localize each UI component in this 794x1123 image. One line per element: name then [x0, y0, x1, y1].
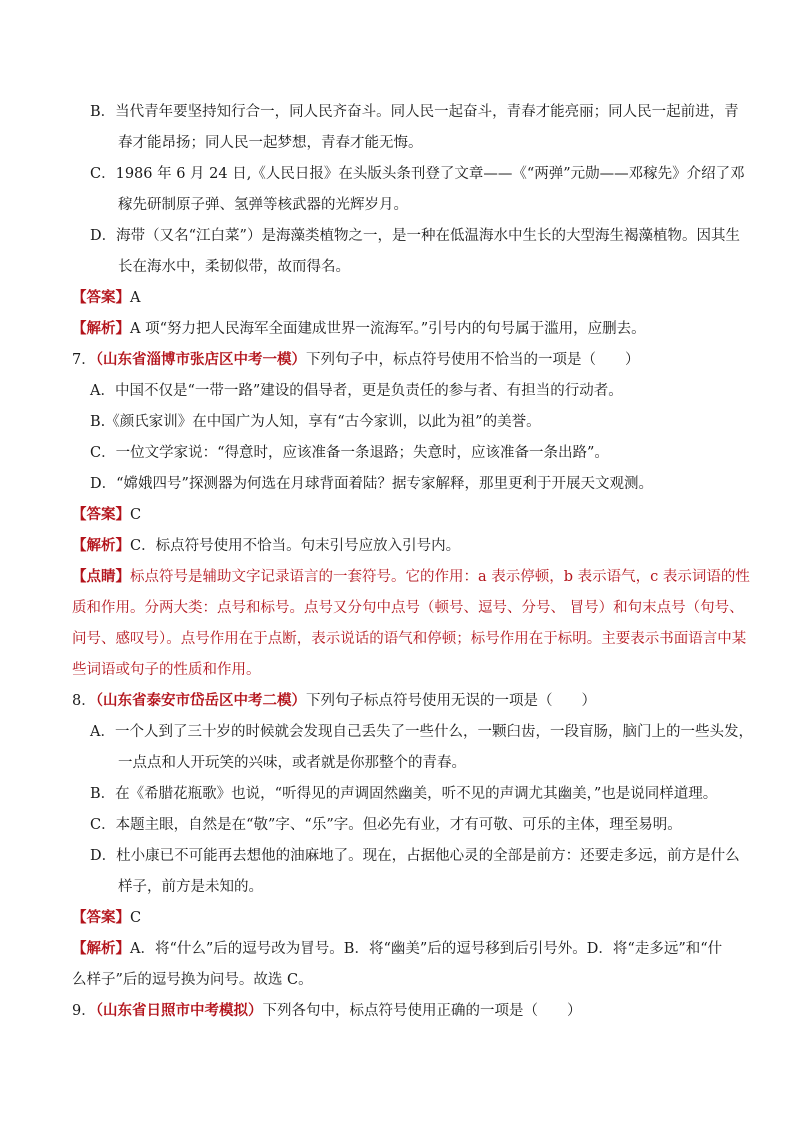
q6-option-c-line1: C．1986 年 6 月 24 日,《人民日报》在头版头条刊登了文章——《“两弹”元勋——邓稼先》介绍了邓 [90, 166, 745, 182]
q7-option-a: A．中国不仅是“一带一路”建设的倡导者，更是负责任的参与者、有担当的行动者。 [90, 383, 623, 399]
q7-option-d: D．“嫦娥四号”探测器为何选在月球背面着陆？据专家解释，那里更利于开展天文观测。 [90, 476, 653, 492]
q7-analysis [72, 534, 460, 555]
q8-answer [72, 906, 141, 927]
tip-tag: 【点睛】 [72, 568, 130, 585]
q8-option-d-line2: 样子，前方是未知的。 [118, 879, 263, 895]
q9-stem-text: 下列各句中，标点符号使用正确的一项是（ ） [262, 1003, 582, 1019]
analysis-tag: 【解析】 [72, 940, 130, 957]
q8-source: （山东省泰安市岱岳区中考二模） [95, 692, 306, 709]
q6-answer [72, 286, 140, 307]
q8-number: 8． [72, 693, 96, 709]
analysis-text: A．将“什么”后的逗号改为冒号。B．将“幽美”后的逗号移到后引号外。D．将“走多远”和“什 [130, 941, 723, 957]
q7-answer [72, 503, 141, 524]
q8-option-a-line1: A．一个人到了三十岁的时候就会发现自己丢失了一些什么，一颗臼齿，一段盲肠，脑门上的一些头发， [90, 724, 753, 740]
answer-tag: 【答案】 [72, 289, 130, 306]
answer-value: C [130, 507, 142, 523]
analysis-text: A 项“努力把人民海军全面建成世界一流海军。”引号内的句号属于滥用，应删去。 [130, 321, 646, 337]
q6-option-d-line1: D．海带（又名“江白菜”）是海藻类植物之一，是一种在低温海水中生长的大型海生褐藻植物。因其生 [90, 228, 740, 244]
answer-tag: 【答案】 [72, 909, 130, 926]
q8-analysis-line1 [72, 937, 722, 958]
q7-stem [72, 348, 639, 369]
answer-tag: 【答案】 [72, 506, 130, 523]
q7-stem-text: 下列句子中，标点符号使用不恰当的一项是（ ） [305, 352, 640, 368]
analysis-tag: 【解析】 [72, 320, 130, 337]
q7-number: 7． [72, 352, 96, 368]
q9-stem [72, 999, 581, 1020]
q8-stem [72, 689, 596, 710]
q8-analysis-line2: 么样子”后的逗号换为问号。故选 C。 [72, 972, 313, 988]
q6-analysis [72, 317, 646, 338]
q6-option-b-line2: 春才能昂扬；同人民一起梦想，青春才能无悔。 [118, 135, 423, 151]
q6-option-b-line1: B．当代青年要坚持知行合一，同人民齐奋斗。同人民一起奋斗，青春才能亮丽；同人民一起前进，青 [90, 104, 739, 120]
analysis-tag: 【解析】 [72, 537, 130, 554]
q8-stem-text: 下列句子标点符号使用无误的一项是（ ） [305, 693, 596, 709]
answer-value: C [130, 910, 142, 926]
q7-source: （山东省淄博市张店区中考一模） [95, 351, 306, 368]
analysis-text: C．标点符号使用不恰当。句末引号应放入引号内。 [130, 538, 461, 554]
q7-tip-line3: 问号、感叹号）。点号作用在于点断，表示说话的语气和停顿；标号作用在于标明。主要表示书面语言中某 [72, 631, 747, 647]
q6-option-d-line2: 长在海水中，柔韧似带，故而得名。 [118, 259, 350, 275]
tip-text: 标点符号是辅助文字记录语言的一套符号。它的作用：a 表示停顿，b 表示语气，c 表示词语的性 [130, 569, 750, 585]
q7-tip-line4: 些词语或句子的性质和作用。 [72, 662, 261, 678]
answer-value: A [130, 290, 141, 306]
q7-tip-line2: 质和作用。分两大类：点号和标号。点号又分句中点号（顿号、逗号、分号、 冒号）和句末点号（句号、 [72, 600, 744, 616]
q9-number: 9． [72, 1003, 96, 1019]
q8-option-d-line1: D．杜小康已不可能再去想他的油麻地了。现在，占据他心灵的全部是前方：还要走多远，前方是什么 [90, 848, 740, 864]
q8-option-c: C．本题主眼，自然是在“敬”字、“乐”字。但必先有业，才有可敬、可乐的主体，理至易明。 [90, 817, 682, 833]
q7-option-b: B.《颜氏家训》在中国广为人知，享有“古今家训，以此为祖”的美誉。 [90, 414, 541, 430]
q9-source: （山东省日照市中考模拟） [95, 1002, 263, 1019]
q8-option-a-line2: 一点点和人开玩笑的兴味，或者就是你那整个的青春。 [118, 755, 466, 771]
q7-tip-line1 [72, 565, 750, 586]
q7-option-c: C．一位文学家说：“得意时，应该准备一条退路；失意时，应该准备一条出路”。 [90, 445, 609, 461]
q8-option-b: B．在《希腊花瓶歌》也说，“听得见的声调固然幽美，听不见的声调尤其幽美，”也是说同样道理。 [90, 786, 718, 802]
q6-option-c-line2: 稼先研制原子弹、氢弹等核武器的光辉岁月。 [118, 197, 408, 213]
